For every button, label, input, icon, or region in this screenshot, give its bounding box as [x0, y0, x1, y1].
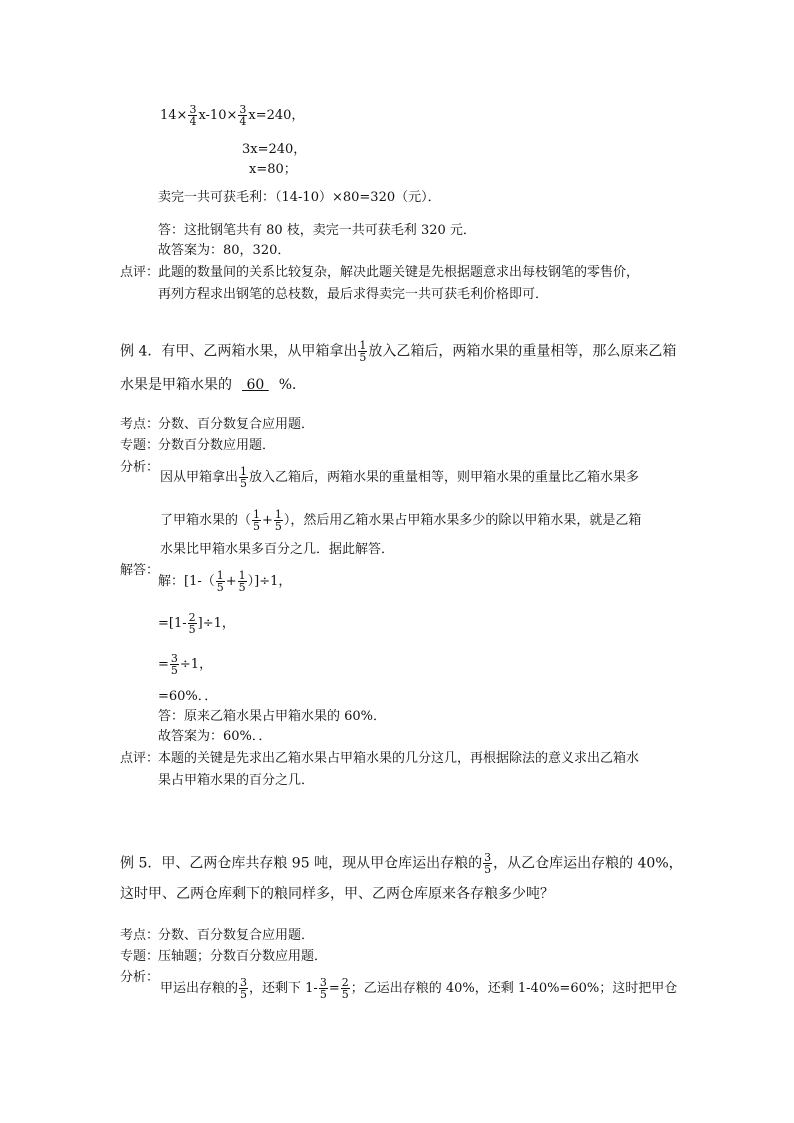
review-text-1: 此题的数量间的关系比较复杂，解决此题关键是先根据题意求出每枝钢笔的零售价， — [158, 265, 640, 280]
equation-line-3: x=80； — [249, 162, 297, 177]
fraction: $\frac{3}{5}$ — [319, 976, 327, 1001]
ex5-question-line-2: 这时甲、乙两仓库剩下的粮同样多，甲、乙两仓库原来各存粮多少吨？ — [120, 886, 554, 902]
fenxi-line-3: 水果比甲箱水果多百分之几．据此解答． — [160, 542, 395, 557]
fenxi-line-2: 了甲箱水果的（ $\frac{1}{5}$ + $\frac{1}{5}$ ），然后用乙箱水果占甲箱水果多少的除以甲箱水果，就是乙箱 — [160, 508, 642, 533]
ex5-fenxi-line-1: 甲运出存粮的 $\frac{3}{5}$ ，还剩下 1- $\frac{3}{5}$ = $\frac{2}{5}$ ；乙运出存粮的 40%，还剩 1-40%=60%；这时把甲仓 — [160, 976, 678, 1001]
profit-line: 卖完一共可获毛利：（14-10）×80=320（元）． — [158, 190, 441, 205]
zhuanti-label: 专题： — [120, 438, 160, 453]
equation-line-1: 14× $\frac{3}{4}$ x-10× $\frac{3}{4}$ x=240， — [160, 103, 305, 128]
ex5-question-line-1: 例 5．甲、乙两仓库共存粮 95 吨，现从甲仓库运出存粮的 $\frac{3}{5}$ ，从乙仓库运出存粮的 40%， — [120, 851, 683, 876]
fraction: $\frac{2}{5}$ — [341, 976, 349, 1001]
fraction: $\frac{2}{5}$ — [188, 611, 196, 636]
equation-line-2: 3x=240， — [242, 142, 307, 157]
fraction: $\frac{1}{5}$ — [216, 569, 224, 594]
fenxi-label: 分析： — [120, 460, 160, 475]
fraction: $\frac{1}{5}$ — [253, 508, 261, 533]
solution-line-1: 解：[1-（ $\frac{1}{5}$ + $\frac{1}{5}$ ）]÷1， — [158, 569, 292, 594]
fraction: $\frac{3}{5}$ — [170, 652, 178, 677]
fraction: $\frac{1}{5}$ — [274, 508, 282, 533]
solution-line-4: =60%．． — [158, 689, 218, 704]
ex4-question-line-1: 例 4．有甲、乙两箱水果，从甲箱拿出 $\frac{1}{5}$ 放入乙箱后，两箱水果的重量相等，那么原来乙箱 — [120, 339, 677, 364]
fraction: $\frac{3}{5}$ — [484, 851, 492, 876]
jieda-label: 解答： — [120, 563, 160, 578]
zhuanti-label: 专题： — [120, 949, 160, 964]
solution-line-3: = $\frac{3}{5}$ ÷1， — [158, 652, 213, 677]
final-answer-line: 故答案为：80，320． — [158, 243, 291, 258]
kaodian-label: 考点： — [120, 417, 160, 432]
ex4-question-line-2: 水果是甲箱水果的 60 %． — [120, 377, 307, 393]
kaodian-text: 分数、百分数复合应用题． — [158, 928, 315, 943]
answer-line: 答：这批钢笔共有 80 枝，卖完一共可获毛利 320 元． — [158, 223, 476, 238]
fraction: $\frac{3}{5}$ — [240, 976, 248, 1001]
fenxi-line-1: 因从甲箱拿出 $\frac{1}{5}$ 放入乙箱后，两箱水果的重量相等，则甲箱水果的重量比乙箱水果多 — [160, 465, 640, 490]
solution-line-2: =[1- $\frac{2}{5}$ ]÷1， — [158, 611, 235, 636]
zhuanti-text: 分数百分数应用题． — [158, 438, 276, 453]
fraction: $\frac{1}{5}$ — [238, 569, 246, 594]
fraction: $\frac{1}{5}$ — [240, 465, 248, 490]
kaodian-label: 考点： — [120, 928, 160, 943]
answer-blank: 60 — [242, 377, 269, 393]
review-label: 点评： — [120, 265, 160, 280]
kaodian-text: 分数、百分数复合应用题． — [158, 417, 315, 432]
dianping-line-1: 本题的关键是先求出乙箱水果占甲箱水果的几分这几，再根据除法的意义求出乙箱水 — [158, 751, 640, 766]
fraction: $\frac{3}{4}$ — [189, 103, 197, 128]
solution-final: 故答案为：60%．． — [158, 729, 272, 744]
solution-answer: 答：原来乙箱水果占甲箱水果的 60%． — [158, 709, 387, 724]
fenxi-label: 分析： — [120, 970, 160, 985]
fraction: $\frac{3}{4}$ — [239, 103, 247, 128]
review-text-2: 再列方程求出钢笔的总枝数，最后求得卖完一共可获毛利价格即可． — [158, 287, 549, 302]
zhuanti-text: 压轴题；分数百分数应用题． — [158, 949, 328, 964]
dianping-line-2: 果占甲箱水果的百分之几． — [158, 773, 315, 788]
fraction: $\frac{1}{5}$ — [359, 339, 367, 364]
dianping-label: 点评： — [120, 751, 160, 766]
